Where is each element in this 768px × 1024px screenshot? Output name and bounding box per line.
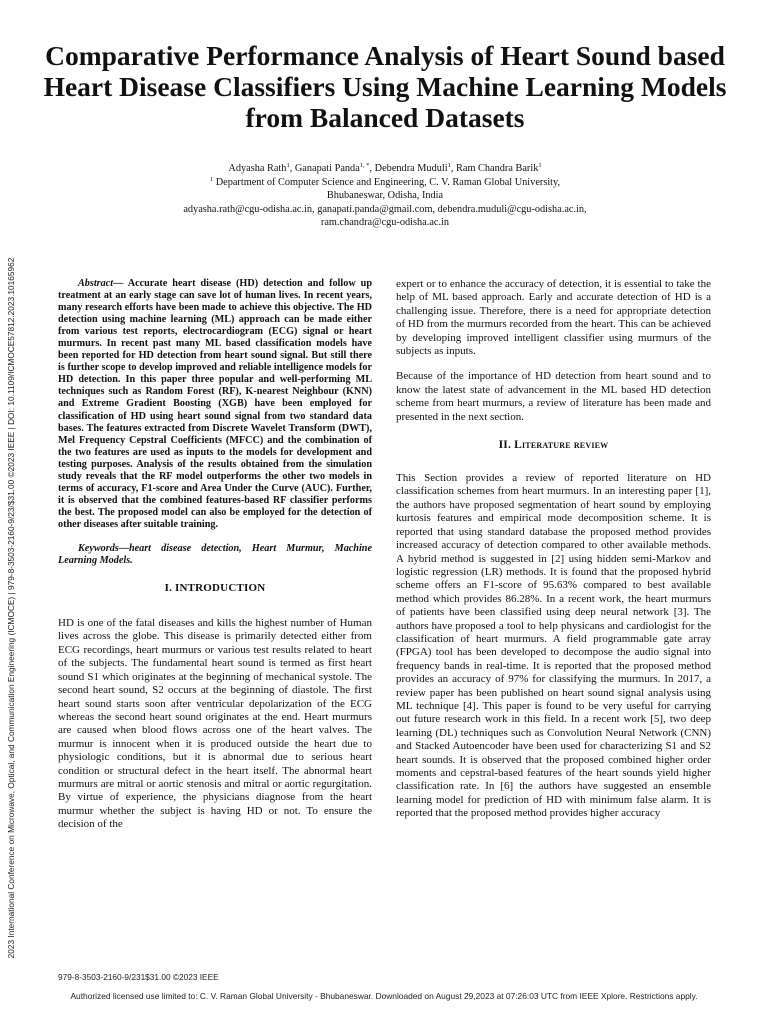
left-column [58,278,372,832]
author-name: Adyasha Rath [228,163,287,174]
footer-copyright: 979-8-3503-2160-9/231$31.00 ©2023 IEEE [58,972,219,982]
authors-block [120,162,650,230]
author-name: Ram Chandra Barik [456,163,539,174]
paper-title: Comparative Performance Analysis of Heart Sound based Heart Disease Classifiers Using Machine Learning Models from Balanced Datasets [43,40,727,133]
conference-side-banner [6,198,16,1018]
section-heading-literature-review: II. Literature review [498,439,609,452]
intro-paragraph-2: Because of the importance of HD detection from heart sound and to know the latest state of advancement in the ML based HD detection scheme from heart murmurs, a review of literature has been made and presented in the next section. [396,370,711,423]
author-emails[interactable]: adyasha.rath@cgu-odisha.ac.in, ganapati.panda@gmail.com, debendra.muduli@cgu-odisha.ac.in, [183,203,587,215]
author-email-last[interactable]: ram.chandra@cgu-odisha.ac.in [320,217,450,229]
abstract-text: — Accurate heart disease (HD) detection and follow up treatment at an early stage can save lot of human lives. In recent years, many research efforts have been made to achieve this objective. The HD detection using machine learning (ML) approach can be made either from various test reports, electrocardiogram (ECG) signal or heart murmurs. In recent past many ML based classification models have been reported for HD detection from heart sound signal. But still there is further scope to develop improved and reliable intelligence models for HD detection. In this paper three popular and well-performing ML techniques such as Random Forest (RF), K-nearest Neighbour (KNN) and Extreme Gradient Boosting (XGB) have been employed for classification of HD using heart sound signal from two standard data bases. The features extracted from Discrete Wavelet Transform (DWT), Mel Frequency Cepstral Coefficients (MFCC) and the combination of the two features are used as inputs to the models for development and testing purposes. Analysis of the results obtained from the simulation study reveals that the RF model outperforms the other two models in terms of accuracy, F1-score and Area Under the Curve (AUC). Further, it is observed that the combined features-based RF classifier performs the best. The proposed model can also be employed for the detection of other diseases after suitable training. [58,278,372,530]
keywords: Keywords—heart disease detection, Heart Murmur, Machine Learning Models. [58,542,372,567]
right-column [396,278,711,821]
abstract-label: Abstract [78,278,114,289]
affiliation: $^1$ Department of Computer Science and Engineering, C. V. Raman Global University, [209,175,561,188]
author-name: Debendra Muduli [374,163,448,174]
literature-review-paragraph: This Section provides a review of reported literature on HD classification schemes from heart murmurs. In an interesting paper [1], the authors have proposed segmentation of heart sound by employing kurtosis features and empirical mode decomposition scheme. It is reported that using standard database the proposed method provides increased accuracy of detection compared to other available methods. A hybrid method is suggested in [2] using hidden semi-Markov and logistic regression (LR) methods. It is found that the proposed hybrid scheme offers an F1-score of 95.63% compared to best available method which provides 86.28%. In a recent work, the heart murmurs of patients have been classified using deep neural network [3]. The authors have proposed a tool to help physicans and cardiologist for the classification of heart murmurs. A field programmable gate array (FPGA) tool has been developed to decompose the audio signal into frequency bands in real-time. It is reported that the proposed method provides an accuracy of 97% for classifying the murmurs. In 2017, a review paper has been published on heart sound signal analysis using ML technique [4]. This paper is found to be very useful for carrying out future research work in this field. In a recent work [5], two deep learning (DL) techniques such as Convolution Neural Network (CNN) and Stacked Autoencoder have been used for characterizing S1 and S2 heart sounds. It is observed that the proposed combined higher order moments and cepstral-based features of the heart sounds yield higher classification rate. In [6] the authors have suggested an ensemble learning model for prediction of HD with minimum false alarm. It is reported that the proposed method provides higher accuracy [396,472,711,820]
footer-license-notice: Authorized licensed use limited to: C. V. Raman Global University - Bhubaneswar. Downloaded on August 29,2023 at 07:26:03 UTC from IEEE Xplore. Restrictions apply. [70,991,698,1001]
author-list: Adyasha Rath$^1$, Ganapati Panda$^{1, *}$, Debendra Muduli$^1$, Ram Chandra Barik$^1$ [228,162,542,174]
section-heading-introduction: I. INTRODUCTION [164,582,266,595]
affiliation-location: Bhubaneswar, Odisha, India [326,190,444,202]
intro-paragraph-continued: expert or to enhance the accuracy of detection, it is essential to take the help of ML based approach. Early and accurate detection of HD is a challenging issue. Therefore, there is a need for appropriate detection of HD from the murmurs recorded from the heart. This can be achieved by developing improved intelligent classifier using murmurs of the subjects as inputs. [396,278,711,358]
conference-side-text: 2023 International Conference on Microwave, Optical, and Communication Engineering (ICMOCE) | 979-8-3503-2160-9/23/$31.00 ©2023 IEEE | DOI: 10.1109/ICMOCE57812.2023.10165962 [6,257,16,959]
abstract [58,278,372,531]
author-name: Ganapati Panda [294,163,360,174]
intro-paragraph: HD is one of the fatal diseases and kills the highest number of Human lives across the globe. This disease is primarily detected either from ECG recordings, heart murmurs or various test results related to heart of the subjects. The fundamental heart sound is termed as first heart sound S1 which originates at the beginning of mechanical systole. The second heart sound, S2 occurs at the beginning of diastole. The first heart sound starts soon after ventricular depolarization of the ECG whereas the second heart sound originates at the end. Heart murmurs are caused when blood flows across one of the heart valves. The murmur is innocent when it is produced outside the heart due to physiologic conditions, but it is abnormal due to serious heart condition or structural defect in the heart itself. The abnormal heart murmurs are mitral or aortic stenosis and mitral or aortic regurgitation. By virtue of experience, the physicians diagnose from the heart murmur whether the subject is having HD or not. To ensure the decision of the [58,617,372,831]
